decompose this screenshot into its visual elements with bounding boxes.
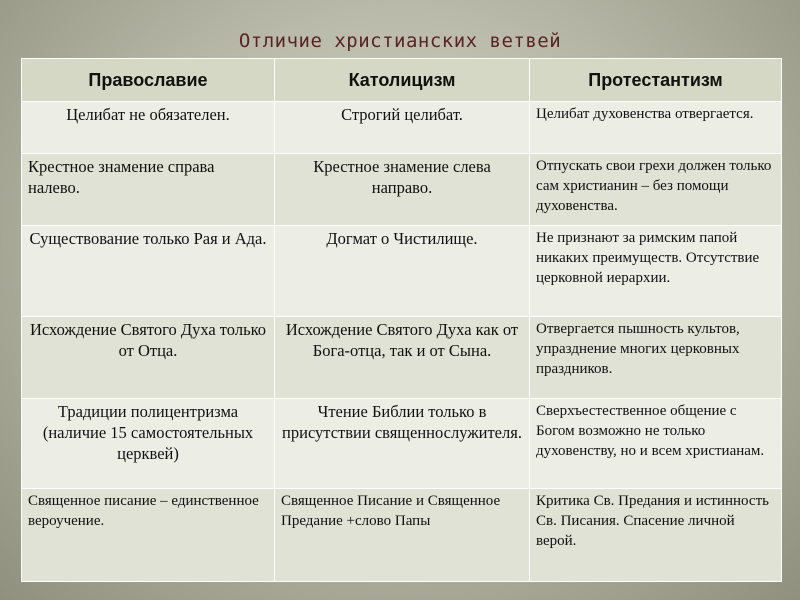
table-header-row xyxy=(22,59,782,102)
cell-orthodoxy: Исхождение Святого Духа только от Отца. xyxy=(22,317,275,399)
table-row xyxy=(22,317,782,399)
header-catholicism: Католицизм xyxy=(275,59,530,102)
header-protestantism: Протестантизм xyxy=(530,59,782,102)
cell-orthodoxy: Священное писание – единственное вероучение. xyxy=(22,489,275,582)
table-row xyxy=(22,489,782,582)
cell-orthodoxy: Целибат не обязателен. xyxy=(22,102,275,154)
cell-catholicism: Догмат о Чистилище. xyxy=(275,226,530,317)
cell-catholicism: Крестное знамение слева направо. xyxy=(275,154,530,226)
cell-catholicism: Исхождение Святого Духа как от Бога-отца, так и от Сына. xyxy=(275,317,530,399)
table-row xyxy=(22,102,782,154)
cell-orthodoxy: Крестное знамение справа налево. xyxy=(22,154,275,226)
cell-catholicism: Чтение Библии только в присутствии священнослужителя. xyxy=(275,399,530,489)
header-orthodoxy: Православие xyxy=(22,59,275,102)
cell-protestantism: Отпускать свои грехи должен только сам христианин – без помощи духовенства. xyxy=(530,154,782,226)
cell-protestantism: Целибат духовенства отвергается. xyxy=(530,102,782,154)
page-title: Отличие христианских ветвей xyxy=(238,30,562,52)
cell-protestantism: Не признают за римским папой никаких преимуществ. Отсутствие церковной иерархии. xyxy=(530,226,782,317)
cell-catholicism: Строгий целибат. xyxy=(275,102,530,154)
cell-protestantism: Критика Св. Предания и истинность Св. Писания. Спасение личной верой. xyxy=(530,489,782,582)
table-row xyxy=(22,154,782,226)
table-row xyxy=(22,226,782,317)
cell-orthodoxy: Традиции полицентризма (наличие 15 самостоятельных церквей) xyxy=(22,399,275,489)
table-row xyxy=(22,399,782,489)
cell-catholicism: Священное Писание и Священное Предание +слово Папы xyxy=(275,489,530,582)
cell-protestantism: Отвергается пышность культов, упразднение многих церковных праздников. xyxy=(530,317,782,399)
cell-protestantism: Сверхъестественное общение с Богом возможно не только духовенству, но и всем христианам. xyxy=(530,399,782,489)
cell-orthodoxy: Существование только Рая и Ада. xyxy=(22,226,275,317)
comparison-table xyxy=(21,58,782,582)
